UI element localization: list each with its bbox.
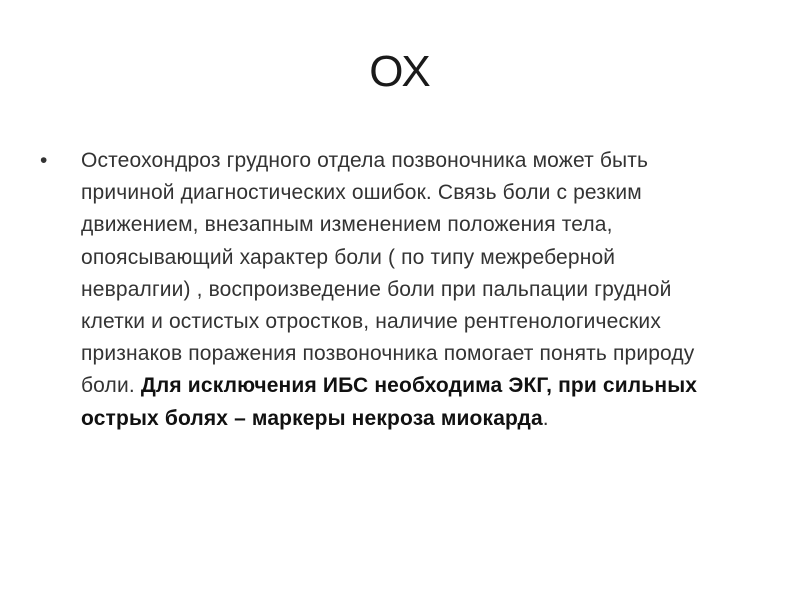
bullet-dot-icon: • [40, 149, 48, 172]
bullet-item [40, 145, 730, 435]
bullet-list [40, 145, 730, 435]
bullet-bold-text: Для исключения ИБС необходима ЭКГ, при сильных острых болях – маркеры некроза миокарда [81, 374, 698, 430]
slide-title: ОХ [369, 47, 431, 96]
bullet-normal-text: Остеохондроз грудного отдела позвоночника может быть причиной диагностических ошибок. Связь боли с резким движением, внезапным изменением положения тела, опоясывающий характер боли ( по типу межреберной невралгии) , воспроизведение боли при пальпации грудной клетки и остистых отростков, наличие рентгенологических признаков поражения позвоночника помогает понять природу боли. [81, 149, 695, 398]
bullet-trailing-text: . [542, 406, 549, 430]
